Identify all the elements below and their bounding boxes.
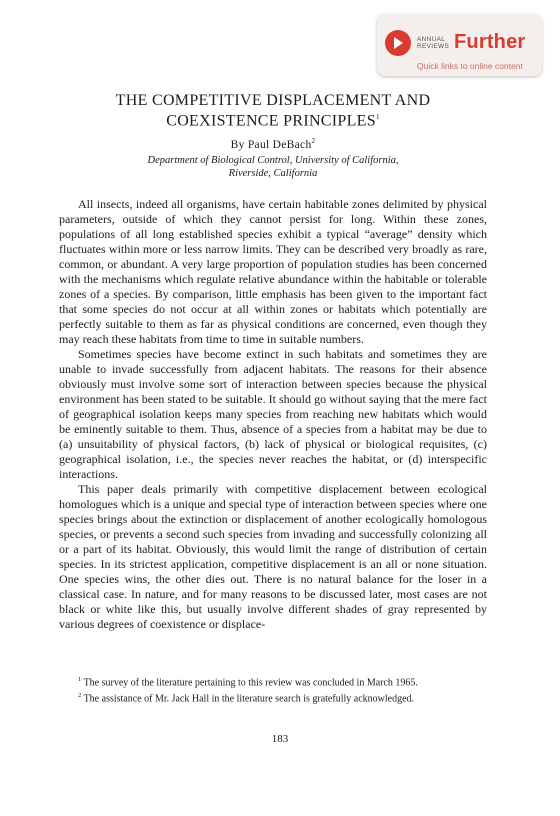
affiliation-line1: Department of Biological Control, University of California, [147, 155, 399, 167]
footnote [59, 690, 487, 706]
affiliation-line2: Riverside, California [228, 168, 318, 180]
paragraph: This paper deals primarily with competitive displacement between ecological homologues which is a unique and special type of interaction between species where one species brings about the extinction or displacement of another ecologically homologous species, or prevents a second such species from invading and successfully colonizing all or a part of its habitat. Obviously, this would limit the range of distribution of certain species. In its strictest application, competitive displacement is an all or none situation. One species wins, the other dies out. There is no natural balance for the loser in a classical case. In nature, and for many reasons to be discussed later, most cases are not black or white like this, but usually involve different shades of gray represented by various degrees of coexistence or displace- [59, 482, 487, 632]
banner-title: Further [454, 31, 526, 53]
author-footnote-marker: 2 [311, 137, 316, 146]
footnote-marker: 1 [78, 676, 82, 683]
play-circle-icon [385, 30, 411, 56]
title-footnote-marker: 1 [375, 113, 380, 121]
brand-line2: REVIEWS [417, 43, 450, 50]
page-number: 183 [271, 733, 289, 745]
further-banner[interactable] [377, 14, 542, 76]
body-text [59, 197, 487, 632]
title-line2: COEXISTENCE PRINCIPLES [166, 112, 376, 130]
annual-reviews-logo [417, 36, 449, 50]
banner-subtitle: Quick links to online content [417, 61, 523, 71]
paragraph: Sometimes species have become extinct in such habitats and sometimes they are unable to invade successfully from adjacent habitats. The reasons for their absence obviously must involve some sort of interaction between species because the physical environment has been stated to be suitable. It should go without saying that the mere fact of geographical isolation keeps many species from reaching new habitats which would be eminently suitable to them. Thus, absence of a species from a habitat may be due to (a) unsuitability of physical factors, (b) lack of physical or biological requisites, (c) geographical isolation, i.e., the species never reaches the habitat, or (d) interspecific interactions. [59, 347, 487, 482]
footnote [59, 674, 487, 690]
footnote-marker: 2 [78, 691, 82, 699]
brand-line1: ANNUAL [417, 36, 446, 43]
affiliation [59, 154, 487, 180]
article [59, 92, 487, 632]
footnotes [59, 674, 487, 706]
footnote-text: The assistance of Mr. Jack Hall in the literature search is gratefully acknowledged. [83, 693, 415, 705]
article-title [59, 92, 487, 129]
author-name: By Paul DeBach [230, 139, 312, 152]
author-line [59, 137, 487, 151]
footnote-text: The survey of the literature pertaining to this review was concluded in March 1965. [83, 677, 418, 689]
title-line1: THE COMPETITIVE DISPLACEMENT AND [115, 92, 431, 109]
paragraph: All insects, indeed all organisms, have certain habitable zones delimited by physical parameters, outside of which they cannot persist for long. Within these zones, populations of all long established species exhibit a typical “average” density which fluctuates within more or less narrow limits. They can be described very broadly as rare, common, or abundant. A very large proportion of population studies has been concerned with the mechanisms which regulate relative abundance within the habitable or tolerable zones of a species. By comparison, little emphasis has been given to the important fact that some species do not occur at all within zones or habitats which potentially are perfectly suitable to them as far as physical conditions are concerned, even though they may reach these habitats from time to time in suitable numbers. [59, 197, 487, 347]
